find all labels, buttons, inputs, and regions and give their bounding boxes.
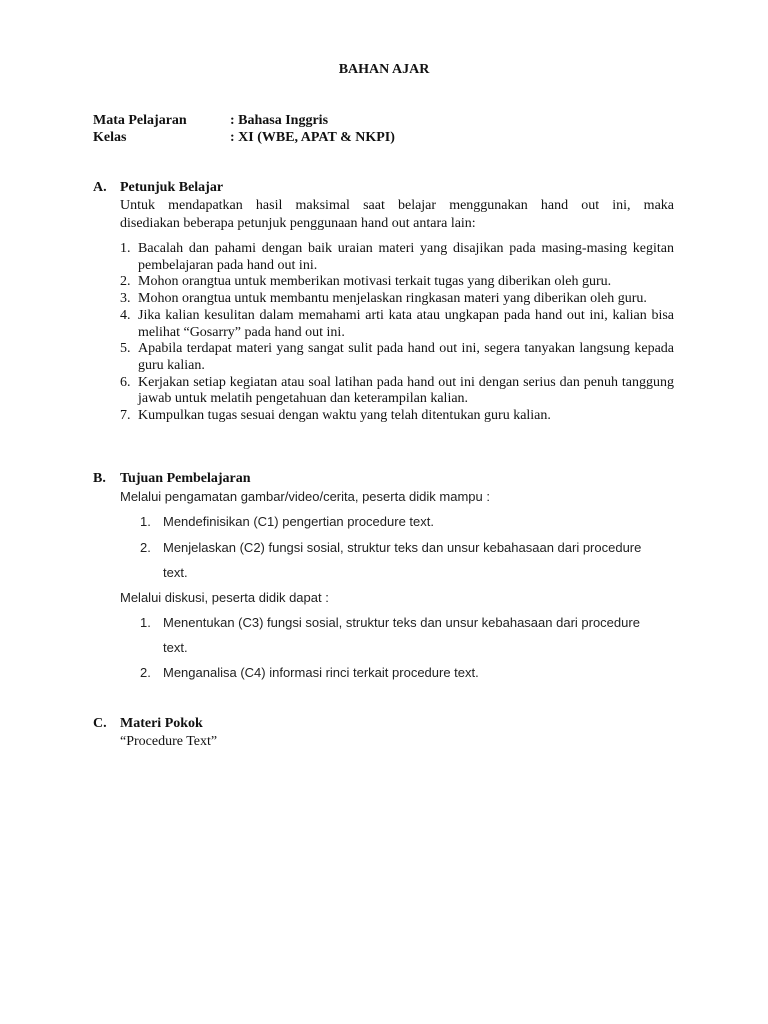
- list-item-number: 3.: [120, 291, 131, 307]
- objective-number: 1.: [140, 514, 151, 529]
- list-item-text: Kerjakan setiap kegiatan atau soal latihan pada hand out ini dengan serius dan penuh tanggung jawab untuk melatih pengetahuan dan keterampilan kalian.: [138, 374, 674, 407]
- section-a-heading: [93, 180, 223, 196]
- objective-number: 2.: [140, 665, 151, 680]
- section-b-title: Tujuan Pembelajaran: [120, 471, 251, 486]
- subject-value: : Bahasa Inggris: [230, 113, 329, 128]
- list-item-text: Kumpulkan tugas sesuai dengan waktu yang telah ditentukan guru kalian.: [138, 408, 551, 424]
- list-item-text: Mohon orangtua untuk memberikan motivasi terkait tugas yang diberikan oleh guru.: [138, 274, 612, 290]
- section-a-intro: [120, 197, 674, 233]
- section-c-title: Materi Pokok: [120, 716, 203, 731]
- section-c-content: “Procedure Text”: [120, 734, 218, 749]
- list-item: [120, 408, 674, 425]
- objective-text: Menganalisa (C4) informasi rinci terkait procedure text.: [163, 665, 479, 680]
- section-c-heading: [93, 716, 203, 732]
- list-item: [120, 308, 674, 341]
- list-item: [120, 241, 674, 274]
- objective-text-cont: text.: [163, 640, 188, 655]
- section-a-intro-line1: Untuk mendapatkan hasil maksimal saat belajar menggunakan hand out ini, maka: [120, 198, 674, 213]
- objective-number: 2.: [140, 540, 151, 555]
- section-a-letter: A.: [93, 180, 107, 195]
- subject-label: Mata Pelajaran: [93, 113, 187, 128]
- section-b-heading: [93, 471, 251, 487]
- section-a-title: Petunjuk Belajar: [120, 180, 224, 195]
- list-item: [120, 341, 674, 374]
- list-item-text: Bacalah dan pahami dengan baik uraian materi yang disajikan pada masing-masing kegitan pembelajaran pada hand out ini.: [138, 241, 674, 273]
- document-title: BAHAN AJAR: [338, 62, 430, 77]
- section-c-letter: C.: [93, 716, 107, 731]
- section-b-letter: B.: [93, 471, 106, 486]
- list-item: [120, 291, 674, 308]
- objective-text-cont: text.: [163, 565, 188, 580]
- list-item: [120, 274, 674, 291]
- list-item-text: Jika kalian kesulitan dalam memahami arti kata atau ungkapan pada hand out ini, kalian bisa melihat “Gosarry” pada hand out ini.: [138, 307, 674, 340]
- class-value: : XI (WBE, APAT & NKPI): [230, 130, 395, 145]
- list-item-number: 6.: [120, 374, 131, 390]
- list-item-number: 2.: [120, 274, 131, 290]
- list-item-text: Mohon orangtua untuk membantu menjelaskan ringkasan materi yang diberikan oleh guru.: [138, 291, 647, 307]
- objective-number: 1.: [140, 615, 151, 630]
- objective-text: Menentukan (C3) fungsi sosial, struktur teks dan unsur kebahasaan dari procedure: [163, 615, 640, 630]
- list-item-number: 4.: [120, 307, 131, 323]
- section-a-intro-line2: disediakan beberapa petunjuk penggunaan hand out antara lain:: [120, 216, 476, 231]
- list-item-number: 1.: [120, 241, 131, 256]
- list-item: [120, 375, 674, 408]
- objective-text: Mendefinisikan (C1) pengertian procedure text.: [163, 514, 434, 529]
- objective-text: Menjelaskan (C2) fungsi sosial, struktur teks dan unsur kebahasaan dari procedure: [163, 540, 642, 555]
- petunjuk-list: [120, 241, 674, 425]
- list-item-number: 7.: [120, 408, 131, 424]
- class-label: Kelas: [93, 130, 127, 145]
- list-item-number: 5.: [120, 341, 131, 357]
- list-item-text: Apabila terdapat materi yang sangat sulit pada hand out ini, segera tanyakan langsung kepada guru kalian.: [138, 341, 674, 373]
- section-b-intro1: Melalui pengamatan gambar/video/cerita, peserta didik mampu :: [120, 489, 490, 504]
- section-b-intro2: Melalui diskusi, peserta didik dapat :: [120, 590, 329, 605]
